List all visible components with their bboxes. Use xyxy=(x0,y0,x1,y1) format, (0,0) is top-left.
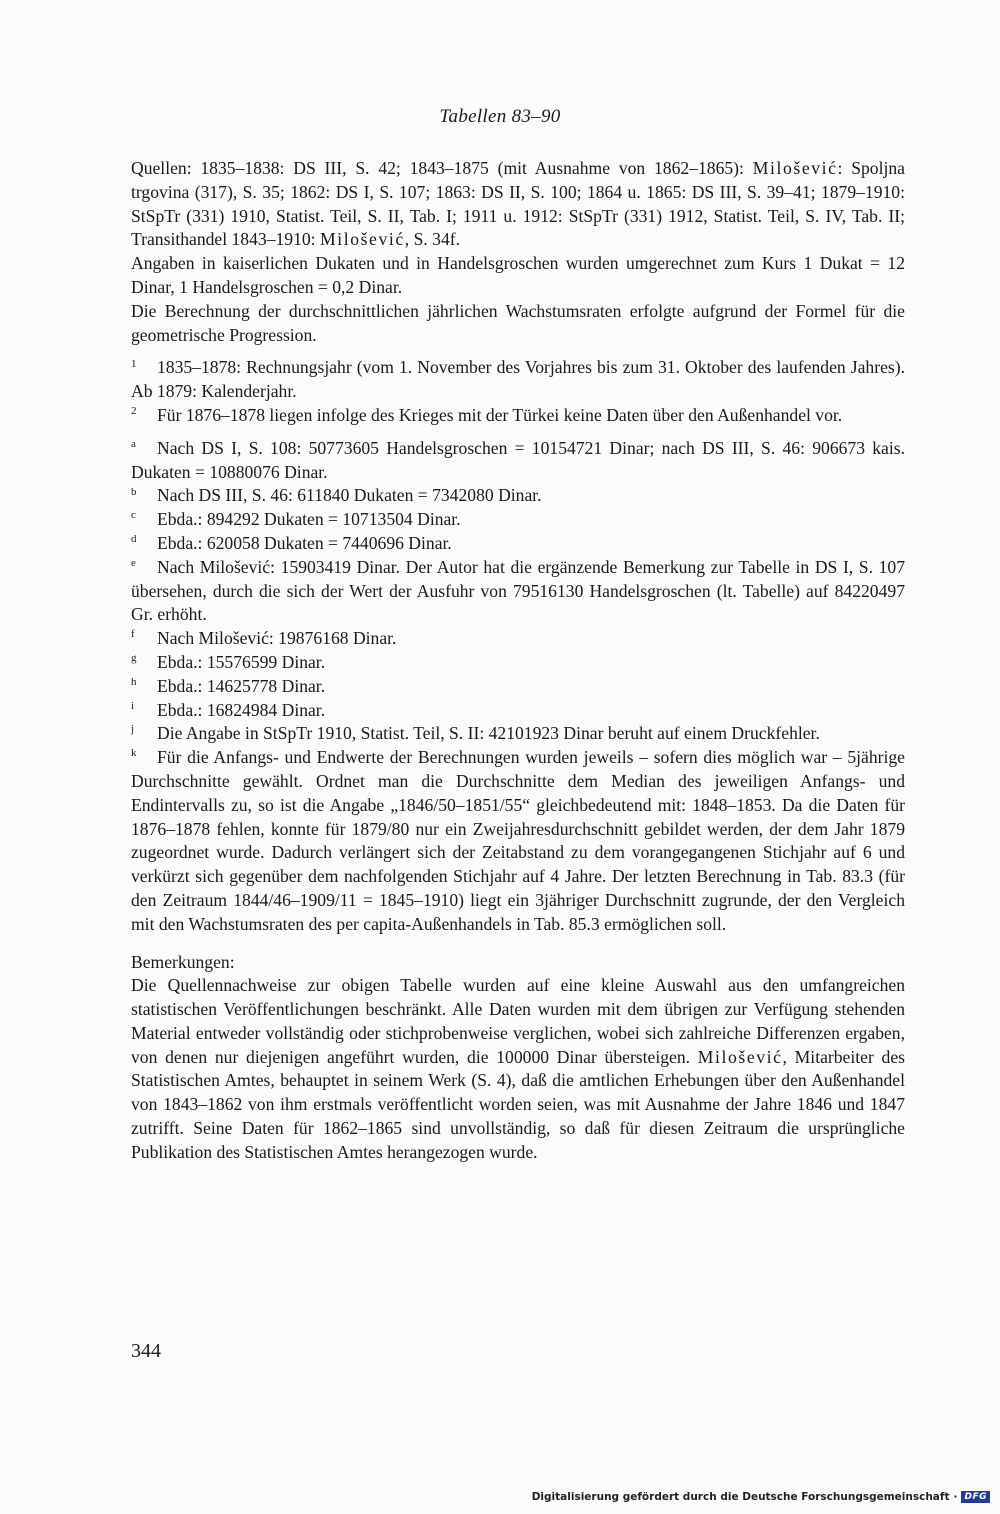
footnote-1: 1 1835–1878: Rechnungsjahr (vom 1. November des Vorjahres bis zum 31. Oktober des laufenden Jahres). Ab 1879: Kalenderjahr. xyxy=(131,357,905,402)
conversion-paragraph: Angaben in kaiserlichen Dukaten und in Handelsgroschen wurden umgerechnet zum Kurs 1 Dukat = 12 Dinar, 1 Handelsgroschen = 0,2 Dinar. xyxy=(131,253,905,297)
footnote-2: 2 Für 1876–1878 liegen infolge des Krieges mit der Türkei keine Daten über den Außenhandel vor. xyxy=(131,404,843,425)
footnote-g: g Ebda.: 15576599 Dinar. xyxy=(131,651,326,672)
footnote-c: c Ebda.: 894292 Dukaten = 10713504 Dinar. xyxy=(131,509,461,530)
credit-separator-icon: · xyxy=(953,1491,958,1503)
dfg-logo-icon: DFG xyxy=(961,1491,990,1503)
footnote-h: h Ebda.: 14625778 Dinar. xyxy=(131,675,326,696)
footnote-a: a Nach DS I, S. 108: 50773605 Handelsgroschen = 10154721 Dinar; nach DS III, S. 46: 906673 kais. Dukaten = 10880076 Dinar. xyxy=(131,437,905,482)
footnote-j: j Die Angabe in StSpTr 1910, Statist. Teil, S. II: 42101923 Dinar beruht auf einem Druckfehler. xyxy=(131,723,820,744)
running-header: Tabellen 83–90 xyxy=(439,106,561,127)
footnote-f: f Nach Milošević: 19876168 Dinar. xyxy=(131,628,397,649)
footnote-e: e Nach Milošević: 15903419 Dinar. Der Autor hat die ergänzende Bemerkung zur Tabelle in DS I, S. 107 übersehen, durch die sich der Wert der Ausfuhr von 79516130 Handelsgroschen (lt. Tabelle) auf 84220497 Gr. erhöht. xyxy=(131,556,905,625)
footnote-k: k Für die Anfangs- und Endwerte der Berechnungen wurden jeweils – sofern dies möglich war – 5jährige Durchschnitte gewählt. Ordnet man die Durchschnitte dem Median des jeweiligen Anfangs- und Endintervalls zu, so ist die Angabe „1846/50–1851/55“ gleichbedeutend mit: 1848–1853. Da die Daten für 1876–1878 fehlen, konnte für 1879/80 nur ein Zweijahresdurchschnitt gebildet werden, der dem Jahr 1879 zugeordnet wurde. Dadurch verlängert sich der Zeitabstand zu dem vorangegangenen Stichjahr auf 6 und verkürzt sich gegenüber dem nachfolgenden Stichjahr auf 4 Jahre. Der letzten Berechnung in Tab. 83.3 (für den Zeitraum 1844/46–1909/11 = 1845–1910) liegt ein 3jähriger Durchschnitt zugrunde, der den Vergleich mit den Wachstumsraten des per capita-Außenhandels in Tab. 85.3 ermöglichen soll. xyxy=(131,747,905,934)
notes-content xyxy=(131,157,905,1165)
footnote-b: b Nach DS III, S. 46: 611840 Dukaten = 7342080 Dinar. xyxy=(131,485,542,506)
credit-text: Digitalisierung gefördert durch die Deutsche Forschungsgemeinschaft xyxy=(531,1491,950,1503)
remarks-paragraph: Die Quellennachweise zur obigen Tabelle wurden auf eine kleine Auswahl aus den umfangreichen statistischen Veröffentlichungen beschränkt. Alle Daten wurden mit dem übrigen zur Verfügung stehenden Material entweder vollständig oder stichprobenweise verglichen, wobei sich zahlreiche Differenzen ergaben, von denen nur diejenigen angeführt wurden, die 100000 Dinar übersteigen. Milošević, Mitarbeiter des Statistischen Amtes, behauptet in seinem Werk (S. 4), daß die amtlichen Erhebungen über den Außenhandel von 1843–1862 von ihm erstmals veröffentlicht worden seien, was mit Ausnahme der Jahre 1846 und 1847 zutrifft. Seine Daten für 1862–1865 sind unvollständig, so daß für diesen Zeitraum die ursprüngliche Publikation des Statistischen Amtes herangezogen wurde. xyxy=(131,975,905,1162)
page-number: 344 xyxy=(131,1340,161,1362)
remarks-heading: Bemerkungen: xyxy=(131,951,235,972)
footnote-d: d Ebda.: 620058 Dukaten = 7440696 Dinar. xyxy=(131,532,452,553)
sources-paragraph: Quellen: 1835–1838: DS III, S. 42; 1843–1875 (mit Ausnahme von 1862–1865): Milošević: Spoljna trgovina (317), S. 35; 1862: DS I, S. 107; 1863: DS II, S. 100; 1864 u. 1865: DS III, S. 39–41; 1879–1910: StSpTr (331) 1910, Statist. Teil, S. II, Tab. I; 1911 u. 1912: StSpTr (331) 1912, Statist. Teil, S. IV, Tab. II; Transithandel 1843–1910: Milošević, S. 34f. xyxy=(131,158,905,250)
footnote-i: i Ebda.: 16824984 Dinar. xyxy=(131,699,326,720)
method-paragraph: Die Berechnung der durchschnittlichen jährlichen Wachstumsraten erfolgte aufgrund der Formel für die geometrische Progression. xyxy=(131,300,905,345)
digitization-credit xyxy=(532,1488,990,1506)
